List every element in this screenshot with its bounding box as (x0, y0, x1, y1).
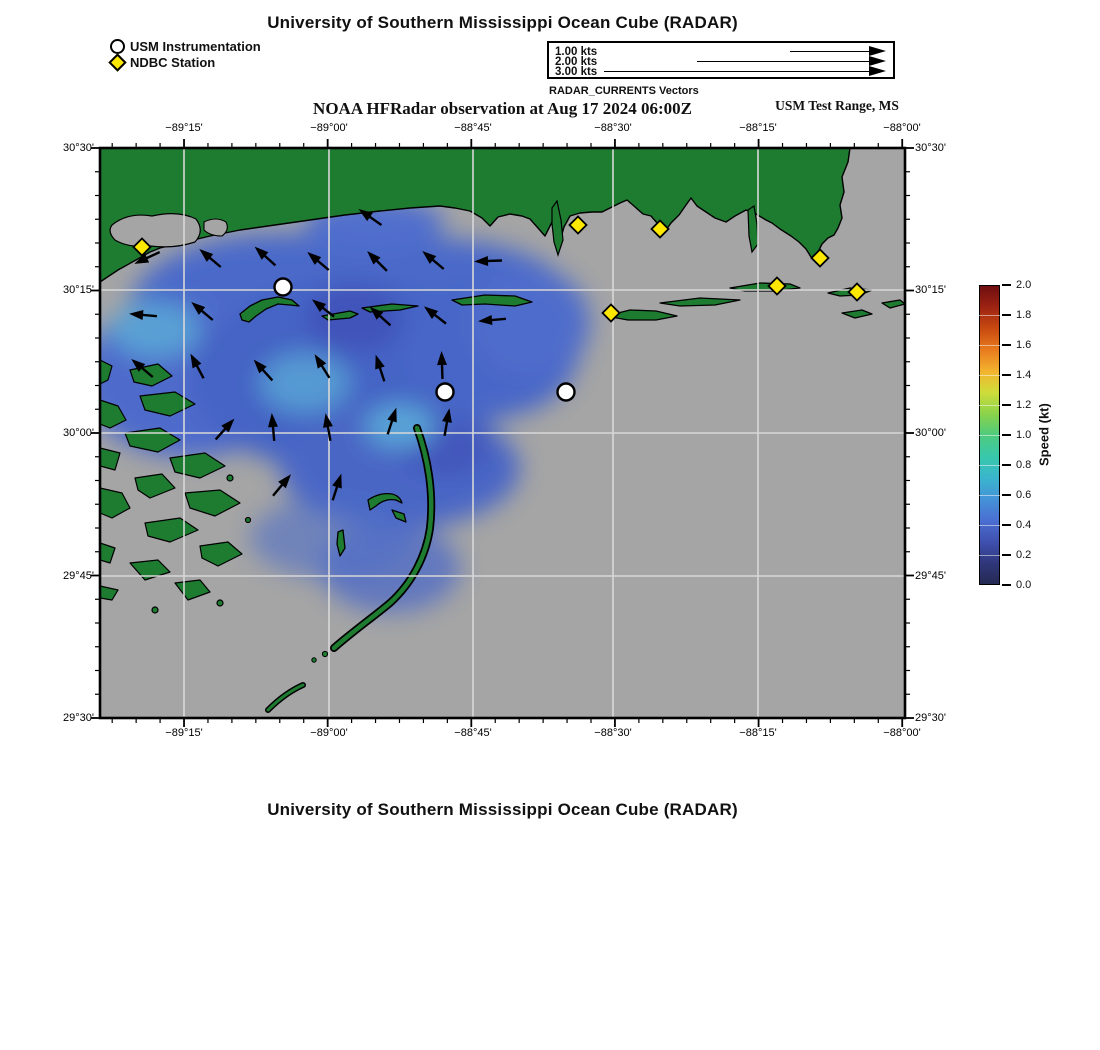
colorbar-tick (1002, 494, 1011, 496)
legend-ndbc-label: NDBC Station (130, 54, 216, 70)
ndbc-diamond-icon (108, 53, 126, 71)
colorbar-tick (1002, 434, 1011, 436)
colorbar-tick (1002, 314, 1011, 316)
scale-line (790, 51, 869, 53)
scale-arrowhead-icon (869, 46, 886, 56)
lat-tick-label-left: 29°45' (63, 570, 94, 582)
scale-line (697, 61, 869, 63)
legend-ndbc-row (110, 54, 215, 70)
colorbar-tick (1002, 554, 1011, 556)
map-svg (86, 134, 919, 732)
colorbar-gridline (979, 525, 1000, 526)
legend-usm-label: USM Instrumentation (130, 38, 261, 54)
colorbar-tick-label: 0.0 (1016, 578, 1032, 591)
lat-tick-label-left: 30°00' (63, 427, 94, 439)
colorbar-tick-label: 0.8 (1016, 458, 1032, 471)
usm-circle-icon (110, 39, 125, 54)
colorbar-gridline (979, 465, 1000, 466)
colorbar-tick (1002, 524, 1011, 526)
test-range-label: USM Test Range, MS (775, 98, 899, 113)
lat-tick-label-left: 30°30' (63, 142, 94, 154)
lon-tick-label-bottom: −88°15' (739, 727, 777, 739)
lon-tick-label-bottom: −88°45' (454, 727, 492, 739)
scale-row-3-label: 3.00 kts (555, 65, 598, 78)
scale-line (604, 71, 869, 73)
lat-tick-label-right: 30°30' (915, 142, 946, 154)
map-canvas (86, 134, 919, 732)
vector-scale-box (547, 41, 895, 79)
colorbar-tick-label: 0.4 (1016, 518, 1032, 531)
colorbar-gridline (979, 345, 1000, 346)
lat-tick-label-right: 29°30' (915, 712, 946, 724)
scale-arrowhead-icon (869, 66, 886, 76)
colorbar-tick (1002, 404, 1011, 406)
colorbar-tick-label: 0.2 (1016, 548, 1032, 561)
lat-tick-label-right: 30°00' (915, 427, 946, 439)
colorbar-gridline (979, 405, 1000, 406)
scale-row-2-label: 2.00 kts (555, 55, 598, 68)
lon-tick-label-top: −89°15' (165, 122, 203, 134)
colorbar-tick (1002, 584, 1011, 586)
scale-arrowhead-icon (869, 56, 886, 66)
colorbar-gridline (979, 495, 1000, 496)
colorbar-tick-label: 1.8 (1016, 308, 1032, 321)
scale-row-1-label: 1.00 kts (555, 45, 598, 58)
colorbar-gridline (979, 375, 1000, 376)
colorbar-tick-label: 0.6 (1016, 488, 1032, 501)
lon-tick-label-top: −88°15' (739, 122, 777, 134)
lat-tick-label-right: 30°15' (915, 284, 946, 296)
scale-row-3 (555, 66, 597, 77)
vector-scale-caption: RADAR_CURRENTS Vectors (549, 85, 699, 97)
colorbar-gridline (979, 435, 1000, 436)
colorbar-tick-label: 1.2 (1016, 398, 1032, 411)
lon-tick-label-top: −88°30' (594, 122, 632, 134)
lon-tick-label-bottom: −89°15' (165, 727, 203, 739)
usm-station-marker (437, 384, 454, 401)
lon-tick-label-top: −89°00' (310, 122, 348, 134)
colorbar-tick-label: 1.0 (1016, 428, 1032, 441)
colorbar-tick (1002, 374, 1011, 376)
colorbar-tick (1002, 344, 1011, 346)
colorbar-tick (1002, 284, 1011, 286)
colorbar-gridline (979, 555, 1000, 556)
lon-tick-label-bottom: −88°00' (883, 727, 921, 739)
lat-tick-label-left: 30°15' (63, 284, 94, 296)
colorbar-tick (1002, 464, 1011, 466)
lon-tick-label-bottom: −88°30' (594, 727, 632, 739)
usm-station-marker (558, 384, 575, 401)
colorbar-axis-label: Speed (kt) (1036, 403, 1052, 467)
colorbar-tick-label: 1.4 (1016, 368, 1032, 381)
usm-station-marker (275, 279, 292, 296)
lon-tick-label-top: −88°45' (454, 122, 492, 134)
colorbar-gridline (979, 315, 1000, 316)
legend-usm-row (110, 38, 261, 54)
colorbar-tick-label: 2.0 (1016, 278, 1032, 291)
lat-tick-label-right: 29°45' (915, 570, 946, 582)
lat-tick-label-left: 29°30' (63, 712, 94, 724)
figure-title-top: University of Southern Mississippi Ocean Cube (RADAR) (267, 13, 738, 32)
figure-title-bottom: University of Southern Mississippi Ocean Cube (RADAR) (267, 800, 738, 819)
lon-tick-label-bottom: −89°00' (310, 727, 348, 739)
lon-tick-label-top: −88°00' (883, 122, 921, 134)
colorbar-tick-label: 1.6 (1016, 338, 1032, 351)
observation-title: NOAA HFRadar observation at Aug 17 2024 06:00Z (313, 99, 692, 118)
